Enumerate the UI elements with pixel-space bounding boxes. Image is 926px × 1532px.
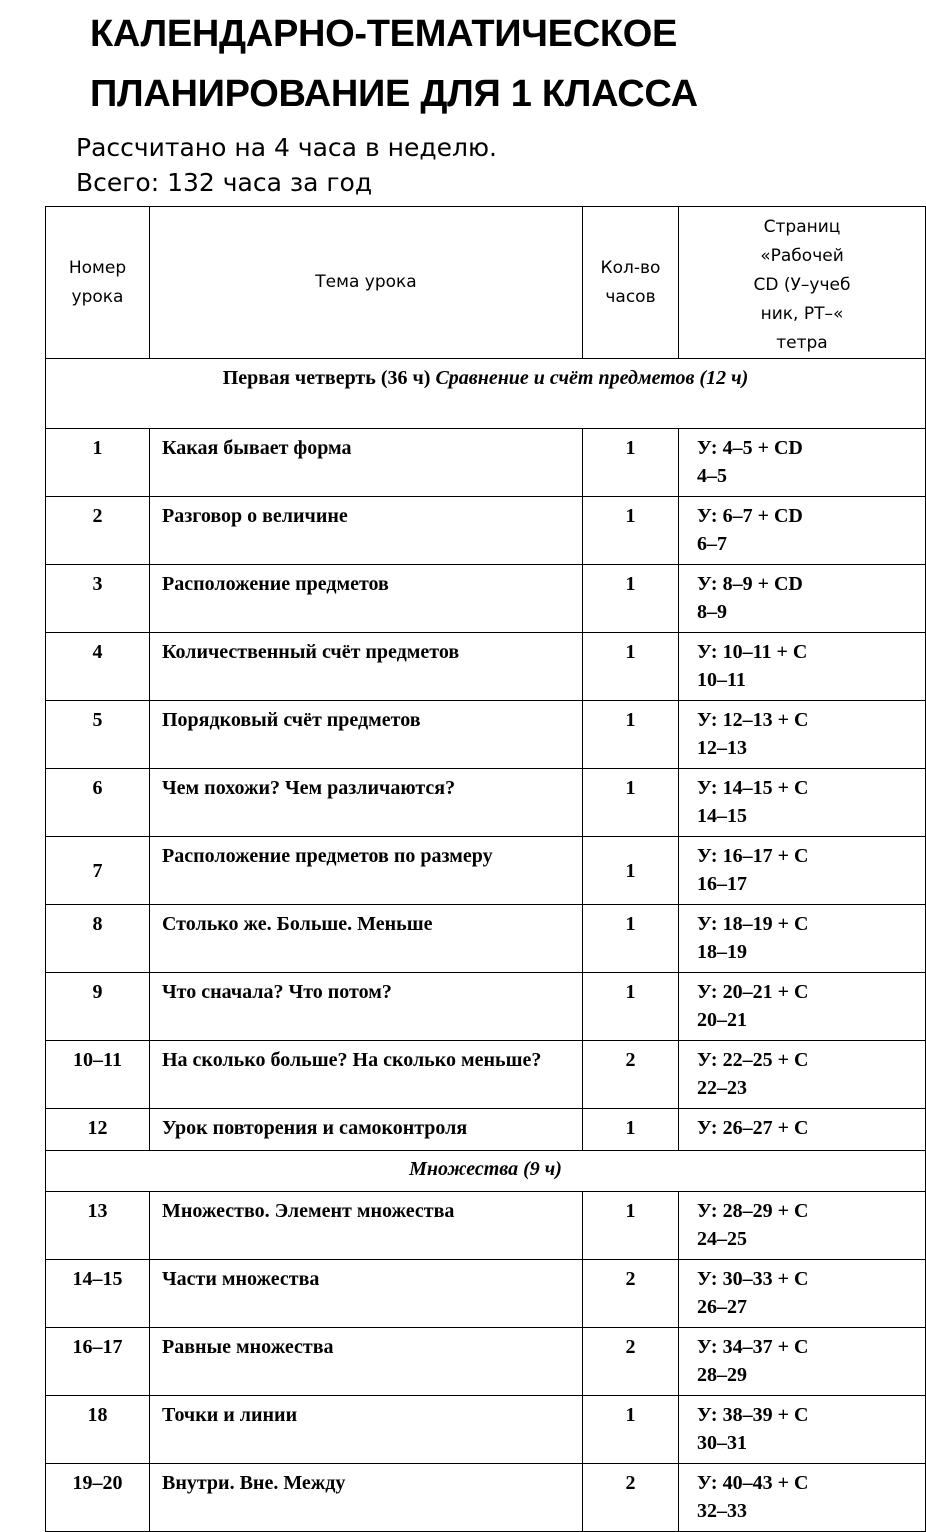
table-row [46, 905, 926, 973]
lesson-topic: Равные множества [150, 1328, 583, 1396]
section-row-sets [46, 1151, 926, 1192]
lesson-hours: 1 [583, 1396, 679, 1464]
lesson-topic: Точки и линии [150, 1396, 583, 1464]
lesson-topic: Множество. Элемент множества [150, 1192, 583, 1260]
header-pages-line: Страниц [763, 217, 841, 237]
lesson-pages: У: 20–21 + C 20–21 [679, 973, 926, 1041]
section-heading [46, 1151, 926, 1192]
lesson-topic: Количественный счёт предметов [150, 633, 583, 701]
section-heading-prefix: Первая четверть (36 ч) [222, 367, 431, 389]
header-topic: Тема урока [150, 207, 583, 359]
table-row [46, 633, 926, 701]
lesson-pages: У: 12–13 + C 12–13 [679, 701, 926, 769]
section-row-quarter-1 [46, 359, 926, 429]
header-pages-line: «Рабочей [760, 246, 844, 266]
lesson-topic: Расположение предметов [150, 565, 583, 633]
table-row [46, 1464, 926, 1532]
lesson-pages: У: 10–11 + C 10–11 [679, 633, 926, 701]
lesson-topic: Какая бывает форма [150, 429, 583, 497]
lesson-pages: У: 34–37 + C 28–29 [679, 1328, 926, 1396]
lesson-number: 2 [46, 497, 150, 565]
lesson-pages: У: 14–15 + C 14–15 [679, 769, 926, 837]
table-row [46, 1396, 926, 1464]
lesson-hours: 2 [583, 1260, 679, 1328]
lesson-hours: 1 [583, 1192, 679, 1260]
lesson-hours: 1 [583, 633, 679, 701]
lesson-topic: Урок повторения и самоконтроля [150, 1109, 583, 1151]
lesson-number: 1 [46, 429, 150, 497]
lesson-topic: Чем похожи? Чем различаются? [150, 769, 583, 837]
title-line-1: КАЛЕНДАРНО-ТЕМАТИЧЕСКОЕ [90, 13, 678, 55]
header-pages [679, 207, 926, 359]
table-row [46, 1328, 926, 1396]
table-row [46, 1192, 926, 1260]
lesson-number: 10–11 [46, 1041, 150, 1109]
lesson-pages: У: 8–9 + CD 8–9 [679, 565, 926, 633]
header-number: Номер урока [46, 207, 150, 359]
lesson-pages: У: 18–19 + C 18–19 [679, 905, 926, 973]
lesson-hours: 1 [583, 905, 679, 973]
lesson-topic: Столько же. Больше. Меньше [150, 905, 583, 973]
lesson-number: 19–20 [46, 1464, 150, 1532]
lesson-number: 13 [46, 1192, 150, 1260]
lesson-hours: 1 [583, 565, 679, 633]
table-header-row [46, 207, 926, 359]
lesson-topic: Порядковый счёт предметов [150, 701, 583, 769]
lesson-number: 8 [46, 905, 150, 973]
header-hours: Кол-во часов [583, 207, 679, 359]
lesson-hours: 1 [583, 497, 679, 565]
table-row [46, 1260, 926, 1328]
lesson-hours: 2 [583, 1464, 679, 1532]
subtitle-line-2: Всего: 132 часа за год [76, 168, 373, 197]
table-row [46, 701, 926, 769]
table-row [46, 769, 926, 837]
lesson-number: 14–15 [46, 1260, 150, 1328]
plan-table [45, 206, 926, 1532]
plan-table-viewport [45, 206, 851, 1522]
title-line-2: ПЛАНИРОВАНИЕ ДЛЯ 1 КЛАССА [90, 73, 698, 115]
header-pages-line: тетра [776, 333, 828, 353]
lesson-pages: У: 22–25 + C 22–23 [679, 1041, 926, 1109]
lesson-number: 18 [46, 1396, 150, 1464]
table-row [46, 1109, 926, 1151]
lesson-hours: 1 [583, 973, 679, 1041]
lesson-hours: 2 [583, 1041, 679, 1109]
section-heading-italic: Множества (9 ч) [409, 1158, 562, 1180]
lesson-number: 3 [46, 565, 150, 633]
lesson-hours: 1 [583, 701, 679, 769]
header-pages-line: ник, РТ–« [760, 304, 844, 324]
table-row [46, 429, 926, 497]
lesson-pages: У: 40–43 + C 32–33 [679, 1464, 926, 1532]
document-title [90, 4, 810, 124]
table-row [46, 973, 926, 1041]
lesson-pages: У: 26–27 + C [679, 1109, 926, 1151]
lesson-pages: У: 16–17 + C 16–17 [679, 837, 926, 905]
lesson-topic: Разговор о величине [150, 497, 583, 565]
section-heading-italic: Сравнение и счёт предметов (12 ч) [435, 367, 749, 389]
lesson-pages: У: 30–33 + C 26–27 [679, 1260, 926, 1328]
table-row [46, 1041, 926, 1109]
lesson-number: 4 [46, 633, 150, 701]
lesson-number: 9 [46, 973, 150, 1041]
section-heading [46, 359, 926, 429]
lesson-topic: Расположение предметов по размеру [150, 837, 583, 905]
lesson-number: 16–17 [46, 1328, 150, 1396]
subtitle [76, 130, 497, 200]
lesson-topic: Части множества [150, 1260, 583, 1328]
table-row [46, 837, 926, 905]
lesson-pages: У: 28–29 + C 24–25 [679, 1192, 926, 1260]
lesson-pages: У: 38–39 + C 30–31 [679, 1396, 926, 1464]
lesson-pages: У: 4–5 + CD 4–5 [679, 429, 926, 497]
subtitle-line-1: Рассчитано на 4 часа в неделю. [76, 133, 497, 162]
lesson-topic: Внутри. Вне. Между [150, 1464, 583, 1532]
lesson-hours: 1 [583, 1109, 679, 1151]
lesson-number: 6 [46, 769, 150, 837]
lesson-hours: 1 [583, 837, 679, 905]
lesson-number: 12 [46, 1109, 150, 1151]
lesson-topic: На сколько больше? На сколько меньше? [150, 1041, 583, 1109]
lesson-pages: У: 6–7 + CD 6–7 [679, 497, 926, 565]
header-pages-line: CD (У–учеб [753, 275, 851, 295]
table-row [46, 497, 926, 565]
lesson-hours: 1 [583, 429, 679, 497]
lesson-topic: Что сначала? Что потом? [150, 973, 583, 1041]
lesson-number: 7 [46, 837, 150, 905]
lesson-hours: 1 [583, 769, 679, 837]
lesson-hours: 2 [583, 1328, 679, 1396]
lesson-number: 5 [46, 701, 150, 769]
table-row [46, 565, 926, 633]
